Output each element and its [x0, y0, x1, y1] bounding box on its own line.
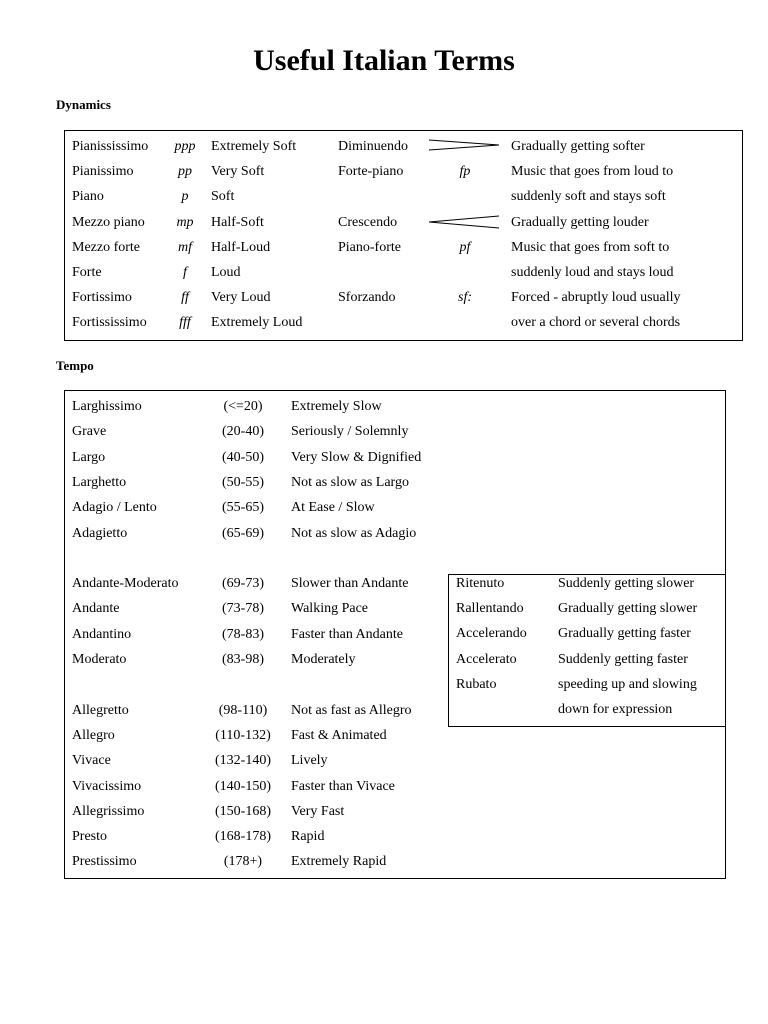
tempo-bpm: (50-55)	[222, 474, 264, 490]
tempo-bpm: (78-83)	[222, 626, 264, 642]
dynamics-symbol: pf	[459, 239, 471, 255]
dynamics-term: Piano-forte	[338, 239, 401, 255]
dynamics-meaning: Half-Loud	[211, 239, 271, 255]
dynamics-term: Sforzando	[338, 290, 396, 306]
dynamics-term: Fortissimo	[72, 290, 132, 306]
tempo-meaning: Walking Pace	[291, 601, 369, 617]
crescendo-hairpin-icon	[429, 213, 501, 231]
tempo-bpm: (178+)	[223, 854, 263, 870]
tempo-change-term: Accelerando	[456, 626, 527, 642]
tempo-bpm: (140-150)	[215, 778, 271, 794]
tempo-bpm: (110-132)	[215, 727, 271, 743]
tempo-change-term: Ritenuto	[456, 576, 505, 591]
dynamics-meaning: Extremely Loud	[211, 315, 303, 331]
tempo-term: Larghetto	[72, 474, 127, 490]
tempo-term: Andante-Moderato	[72, 576, 179, 592]
diminuendo-hairpin-icon	[429, 136, 501, 154]
tempo-bpm: (132-140)	[215, 753, 271, 769]
dynamics-symbol: fp	[459, 164, 471, 180]
tempo-bpm: (150-168)	[215, 803, 271, 819]
dynamics-meaning: Very Loud	[211, 290, 271, 306]
dynamics-meaning: Music that goes from loud to	[511, 164, 674, 180]
dynamics-symbol: f	[183, 265, 187, 280]
dynamics-meaning: Soft	[211, 189, 235, 205]
tempo-meaning: Faster than Vivace	[291, 778, 395, 794]
tempo-meaning: Not as slow as Adagio	[291, 525, 417, 541]
dynamics-meaning: suddenly soft and stays soft	[511, 189, 666, 205]
tempo-bpm: (168-178)	[215, 829, 271, 845]
tempo-term: Presto	[72, 829, 107, 845]
dynamics-symbol: sf:	[458, 290, 472, 306]
tempo-term: Andante	[72, 601, 120, 617]
tempo-term: Grave	[72, 424, 107, 440]
dynamics-term: Forte	[72, 265, 102, 280]
tempo-term: Prestissimo	[72, 854, 137, 870]
dynamics-meaning: Very Soft	[211, 164, 265, 180]
dynamics-symbol: ppp	[174, 139, 196, 154]
tempo-bpm: (65-69)	[222, 525, 264, 541]
tempo-bpm: (40-50)	[222, 449, 264, 465]
tempo-term: Andantino	[72, 626, 132, 642]
dynamics-term: Piano	[72, 189, 104, 205]
tempo-meaning: Extremely Rapid	[291, 854, 387, 870]
tempo-term: Allegretto	[72, 702, 129, 718]
dynamics-meaning: Gradually getting softer	[511, 139, 645, 154]
dynamics-term: Diminuendo	[338, 139, 408, 154]
tempo-change-term: Accelerato	[456, 651, 517, 667]
dynamics-symbol: ff	[181, 290, 189, 306]
tempo-meaning: Not as fast as Allegro	[291, 702, 412, 718]
tempo-change-meaning: speeding up and slowing	[558, 676, 697, 692]
tempo-term: Adagietto	[72, 525, 128, 541]
dynamics-term: Mezzo piano	[72, 214, 145, 230]
dynamics-table	[64, 130, 743, 341]
dynamics-symbol: mf	[178, 239, 192, 255]
tempo-meaning: Seriously / Solemnly	[291, 424, 409, 440]
dynamics-term: Pianississimo	[72, 139, 149, 154]
dynamics-meaning: Music that goes from soft to	[511, 239, 670, 255]
tempo-change-meaning: Gradually getting slower	[558, 601, 698, 617]
tempo-bpm: (20-40)	[222, 424, 264, 440]
tempo-change-meaning: down for expression	[558, 702, 673, 717]
tempo-bpm: (83-98)	[222, 652, 264, 667]
tempo-meaning: Rapid	[291, 829, 325, 845]
tempo-meaning: Not as slow as Largo	[291, 474, 409, 490]
page-title: Useful Italian Terms	[253, 44, 515, 77]
dynamics-meaning: Loud	[211, 265, 241, 280]
tempo-meaning: Very Fast	[291, 803, 345, 819]
tempo-change-term: Rubato	[456, 676, 497, 692]
tempo-term: Vivace	[72, 753, 111, 769]
tempo-term: Largo	[72, 449, 106, 465]
tempo-meaning: Moderately	[291, 652, 356, 667]
dynamics-term: Crescendo	[338, 214, 398, 230]
tempo-meaning: Very Slow & Dignified	[291, 449, 422, 465]
tempo-changes-table	[448, 574, 726, 727]
tempo-change-meaning: Suddenly getting slower	[558, 576, 695, 591]
dynamics-term: Fortississimo	[72, 315, 147, 331]
tempo-term: Adagio / Lento	[72, 500, 157, 516]
dynamics-symbol: fff	[179, 315, 191, 331]
dynamics-term: Forte-piano	[338, 164, 404, 180]
tempo-change-term: Rallentando	[456, 601, 524, 617]
tempo-term: Moderato	[72, 652, 127, 667]
tempo-meaning: At Ease / Slow	[291, 500, 375, 516]
tempo-term: Allegro	[72, 727, 115, 743]
tempo-term: Allegrissimo	[72, 803, 145, 819]
dynamics-term: Mezzo forte	[72, 239, 141, 255]
dynamics-meaning: Gradually getting louder	[511, 214, 649, 230]
dynamics-meaning: Half-Soft	[211, 214, 264, 230]
dynamics-heading: Dynamics	[56, 97, 111, 112]
tempo-meaning: Faster than Andante	[291, 626, 403, 642]
tempo-bpm: (55-65)	[222, 500, 264, 516]
tempo-bpm: (73-78)	[222, 601, 264, 617]
tempo-bpm: (69-73)	[222, 576, 264, 592]
tempo-meaning: Extremely Slow	[291, 399, 382, 414]
dynamics-symbol: mp	[176, 214, 194, 230]
dynamics-term: Pianissimo	[72, 164, 134, 180]
tempo-bpm: (98-110)	[218, 702, 268, 718]
dynamics-symbol: pp	[178, 164, 192, 180]
tempo-term: Larghissimo	[72, 399, 142, 414]
tempo-meaning: Lively	[291, 753, 328, 769]
tempo-heading: Tempo	[56, 358, 94, 373]
tempo-bpm: (<=20)	[223, 399, 263, 414]
tempo-term: Vivacissimo	[72, 778, 142, 794]
tempo-meaning: Slower than Andante	[291, 576, 409, 592]
dynamics-symbol: p	[181, 189, 189, 205]
dynamics-meaning: over a chord or several chords	[511, 315, 681, 331]
tempo-change-meaning: Suddenly getting faster	[558, 651, 688, 667]
tempo-change-meaning: Gradually getting faster	[558, 626, 691, 642]
dynamics-meaning: suddenly loud and stays loud	[511, 265, 674, 280]
dynamics-meaning: Extremely Soft	[211, 139, 297, 154]
tempo-meaning: Fast & Animated	[291, 727, 387, 743]
dynamics-meaning: Forced - abruptly loud usually	[511, 290, 681, 306]
